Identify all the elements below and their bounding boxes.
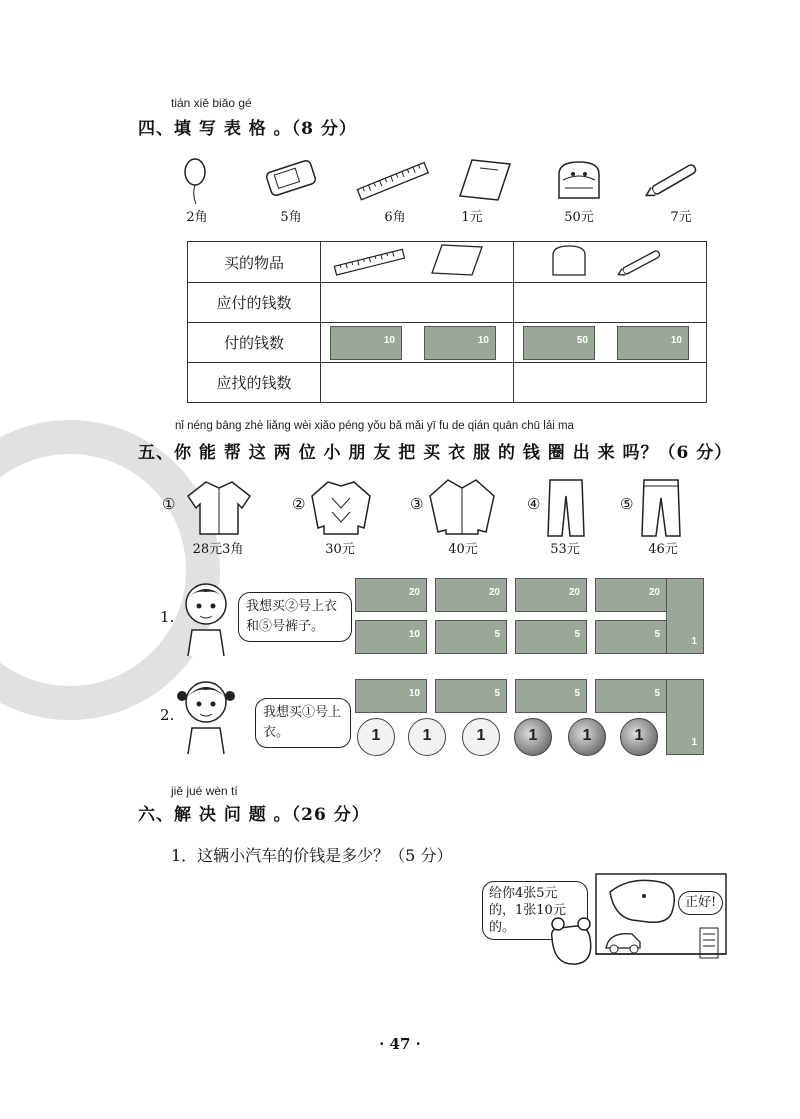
q2-notes-row <box>355 679 667 713</box>
ruler-notebook-pair <box>322 243 512 277</box>
banknote: 10 <box>424 326 496 360</box>
section4-heading: 四、填 写 表 格 。（8 分） <box>138 119 357 139</box>
banknote: 50 <box>523 326 595 360</box>
coin: 1 <box>408 718 446 756</box>
cell-due-1[interactable] <box>321 283 514 323</box>
page-number: · 47 · <box>379 1035 421 1053</box>
cell-due-2[interactable] <box>514 283 707 323</box>
bear-speech-bubble: 给你4张5元的，1张10元的。 <box>482 881 588 940</box>
q1-speech-bubble: 我想买②号上衣和⑤号裤子。 <box>238 592 352 642</box>
banknote: 1 <box>666 578 704 654</box>
cell-paid-1 <box>321 323 514 363</box>
clothes-3-number: ③ <box>410 495 424 513</box>
price-pen: 7元 <box>670 210 692 225</box>
jacket-icon <box>428 476 496 538</box>
balloon-icon <box>180 158 210 206</box>
section6-question-1: 1．这辆小汽车的价钱是多少？（5 分） <box>171 846 453 865</box>
banknote: 20 <box>435 578 507 612</box>
trousers-icon <box>546 478 586 540</box>
q1-notes-row1 <box>355 578 667 612</box>
boy-icon <box>178 578 234 658</box>
cell-items-2 <box>514 242 707 283</box>
price-ruler: 6角 <box>384 210 406 225</box>
cell-change-1[interactable] <box>321 363 514 403</box>
banknote: 20 <box>515 578 587 612</box>
coin: 1 <box>620 718 658 756</box>
cell-paid-2 <box>514 323 707 363</box>
girl-icon <box>176 674 236 756</box>
clothes-2-price: 30元 <box>325 542 355 557</box>
cell-change-2[interactable] <box>514 363 707 403</box>
clothes-1-number: ① <box>162 495 176 513</box>
coin: 1 <box>514 718 552 756</box>
clothes-5-number: ⑤ <box>620 495 634 513</box>
section5-heading: 五、你 能 帮 这 两 位 小 朋 友 把 买 衣 服 的 钱 圈 出 来 吗？（6 分） <box>138 443 733 463</box>
banknote: 20 <box>595 578 667 612</box>
q1-notes-row2 <box>355 620 667 654</box>
shirt-icon <box>184 478 254 538</box>
row-label-due: 应付的钱数 <box>188 283 321 323</box>
banknote: 10 <box>355 679 427 713</box>
banknote: 5 <box>515 620 587 654</box>
banknote: 5 <box>595 620 667 654</box>
ruler-icon <box>355 162 430 202</box>
row-label-items: 买的物品 <box>188 242 321 283</box>
eraser-icon <box>262 160 322 198</box>
clothes-5-price: 46元 <box>648 542 678 557</box>
price-notebook: 1元 <box>461 210 483 225</box>
banknote: 10 <box>355 620 427 654</box>
row-label-change: 应找的钱数 <box>188 363 321 403</box>
banknote: 5 <box>435 679 507 713</box>
cell-items-1 <box>321 242 514 283</box>
coin: 1 <box>357 718 395 756</box>
toy-shop-scene <box>540 872 730 972</box>
banknote: 20 <box>355 578 427 612</box>
notebook-icon <box>458 158 513 202</box>
elephant-speech-bubble: 正好! <box>678 891 723 915</box>
clothes-1-price: 28元3角 <box>192 542 244 557</box>
banknote: 5 <box>595 679 667 713</box>
q2-speech-bubble: 我想买①号上衣。 <box>255 698 351 748</box>
pants-icon <box>640 478 682 540</box>
q1-note-vertical <box>666 578 704 658</box>
section5-pinyin: nǐ néng bāng zhè liǎng wèi xiǎo péng yǒu bǎ mǎi yī fu de qián quān chū lái ma <box>175 420 574 432</box>
coin: 1 <box>568 718 606 756</box>
banknote: 10 <box>617 326 689 360</box>
section4-pinyin: tián xiě biǎo gé <box>171 96 252 110</box>
clothes-3-price: 40元 <box>448 542 478 557</box>
price-balloon: 2角 <box>186 210 208 225</box>
backpack-icon <box>553 158 605 202</box>
fill-table <box>187 241 707 403</box>
section6-pinyin: jiě jué wèn tí <box>171 784 238 798</box>
banknote: 1 <box>666 679 704 755</box>
banknote: 10 <box>330 326 402 360</box>
q2-number: 2. <box>160 706 175 724</box>
section6-heading: 六、解 决 问 题 。（26 分） <box>138 805 370 825</box>
clothes-4-price: 53元 <box>550 542 580 557</box>
price-eraser: 5角 <box>280 210 302 225</box>
banknote: 5 <box>435 620 507 654</box>
banknote: 5 <box>515 679 587 713</box>
q2-note-vertical <box>666 679 704 759</box>
q1-number: 1. <box>160 608 175 626</box>
backpack-pen-pair <box>515 243 705 277</box>
sweater-icon <box>310 478 372 538</box>
row-label-paid: 付的钱数 <box>188 323 321 363</box>
clothes-4-number: ④ <box>527 495 541 513</box>
clothes-2-number: ② <box>292 495 306 513</box>
pen-icon <box>640 158 705 202</box>
coin: 1 <box>462 718 500 756</box>
price-backpack: 50元 <box>564 210 594 225</box>
